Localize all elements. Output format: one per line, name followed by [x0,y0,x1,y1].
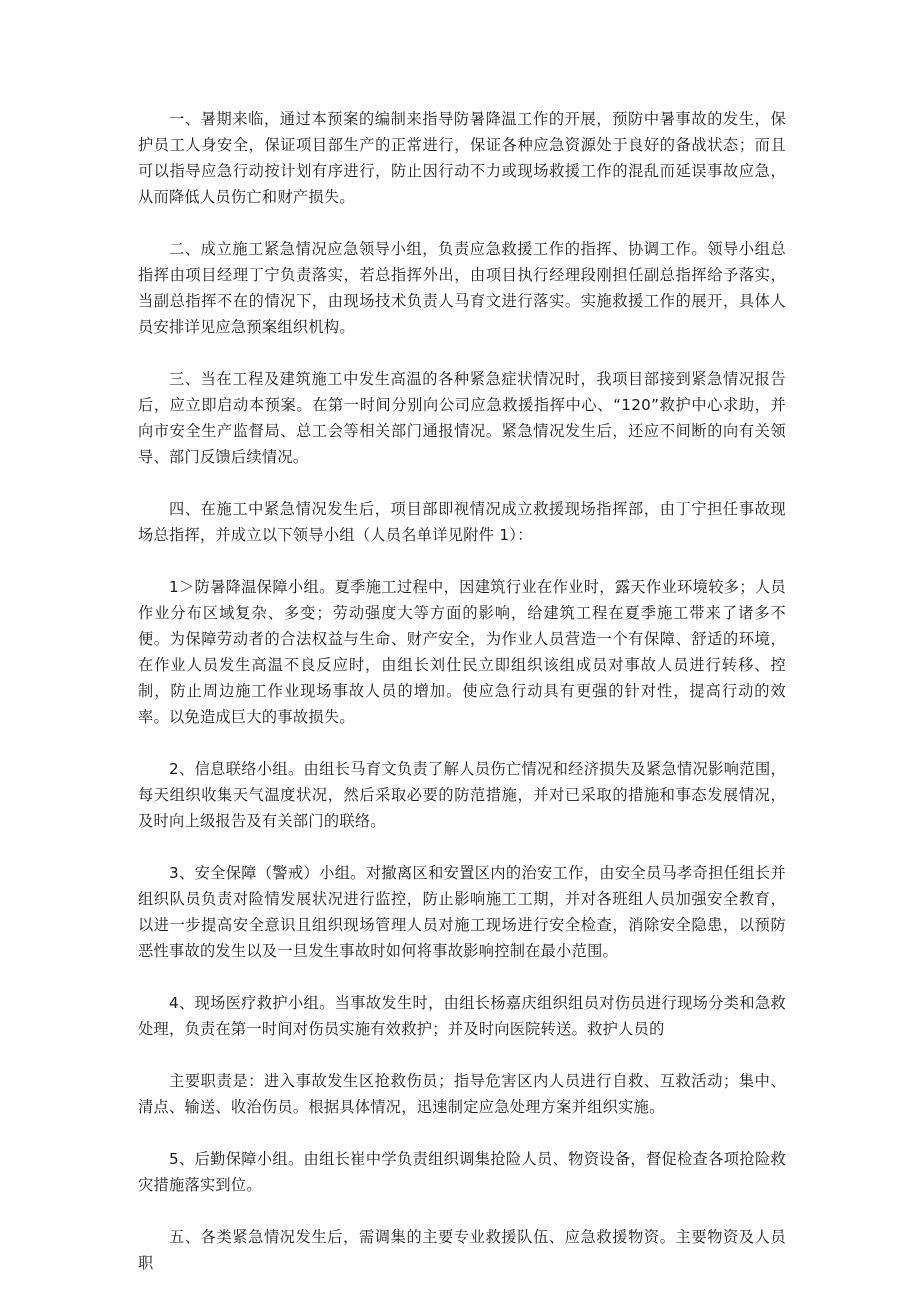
paragraph-logistics-group: 5、后勤保障小组。由组长崔中学负责组织调集抢险人员、物资设备，督促检查各项抢险救灾措施落实到位。 [138,1150,786,1194]
paragraph-medical-duties: 主要职责是：进入事故发生区抢救伤员；指导危害区内人员进行自救、互救活动；集中、清点、输送、收治伤员。根据具体情况，迅速制定应急处理方案并组织实施。 [138,1072,786,1116]
paragraph-resources: 五、各类紧急情况发生后，需调集的主要专业救援队伍、应急救援物资。主要物资及人员职 [138,1228,786,1272]
paragraph-communication-group: 2、信息联络小组。由组长马育文负责了解人员伤亡情况和经济损失及紧急情况影响范围，每天组织收集天气温度状况，然后采取必要的防范措施，并对已采取的措施和事态发展情况，及时向上级报告及有关部门的联络。 [138,760,786,830]
paragraph-heat-prevention-group: 1＞防暑降温保障小组。夏季施工过程中，因建筑行业在作业时，露天作业环境较多；人员作业分布区域复杂、多变；劳动强度大等方面的影响，给建筑工程在夏季施工带来了诸多不便。为保障劳动者的合法权益与生命、财产安全，为作业人员营造一个有保障、舒适的环境，在作业人员发生高温不良反应时，由组长刘仕民立即组织该组成员对事故人员进行转移、控制，防止周边施工作业现场事故人员的增加。使应急行动具有更强的针对性，提高行动的效率。以免造成巨大的事故损失。 [138,578,786,726]
paragraph-command-center: 四、在施工中紧急情况发生后，项目部即视情况成立救援现场指挥部，由丁宁担任事故现场总指挥，并成立以下领导小组（人员名单详见附件 1）： [138,500,786,544]
document-page [138,106,786,1276]
paragraph-medical-group: 4、现场医疗救护小组。当事故发生时，由组长杨嘉庆组织组员对伤员进行现场分类和急救处理，负责在第一时间对伤员实施有效救护；并及时向医院转送。救护人员的 [138,994,786,1038]
paragraph-summer-purpose: 一、暑期来临，通过本预案的编制来指导防暑降温工作的开展，预防中暑事故的发生，保护员工人身安全，保证项目部生产的正常进行，保证各种应急资源处于良好的备战状态；而且可以指导应急行动按计划有序进行，防止因行动不力或现场救援工作的混乱而延误事故应急，从而降低人员伤亡和财产损失。 [138,110,786,206]
paragraph-emergency-start: 三、当在工程及建筑施工中发生高温的各种紧急症状情况时，我项目部接到紧急情况报告后，应立即启动本预案。在第一时间分别向公司应急救援指挥中心、“120”救护中心求助，并向市安全生产监督局、总工会等相关部门通报情况。紧急情况发生后，还应不间断的向有关领导、部门反馈后续情况。 [138,370,786,466]
paragraph-security-group: 3、安全保障（警戒）小组。对撤离区和安置区内的治安工作，由安全员马孝奇担任组长并组织队员负责对险情发展状况进行监控，防止影响施工工期，并对各班组人员加强安全教育，以进一步提高安全意识且组织现场管理人员对施工现场进行安全检查，消除安全隐患，以预防恶性事故的发生以及一旦发生事故时如何将事故影响控制在最小范围。 [138,864,786,960]
paragraph-leadership-group: 二、成立施工紧急情况应急领导小组，负责应急救援工作的指挥、协调工作。领导小组总指挥由项目经理丁宁负责落实，若总指挥外出，由项目执行经理段刚担任副总指挥给予落实，当副总指挥不在的情况下，由现场技术负责人马育文进行落实。实施救援工作的展开，具体人员安排详见应急预案组织机构。 [138,240,786,336]
